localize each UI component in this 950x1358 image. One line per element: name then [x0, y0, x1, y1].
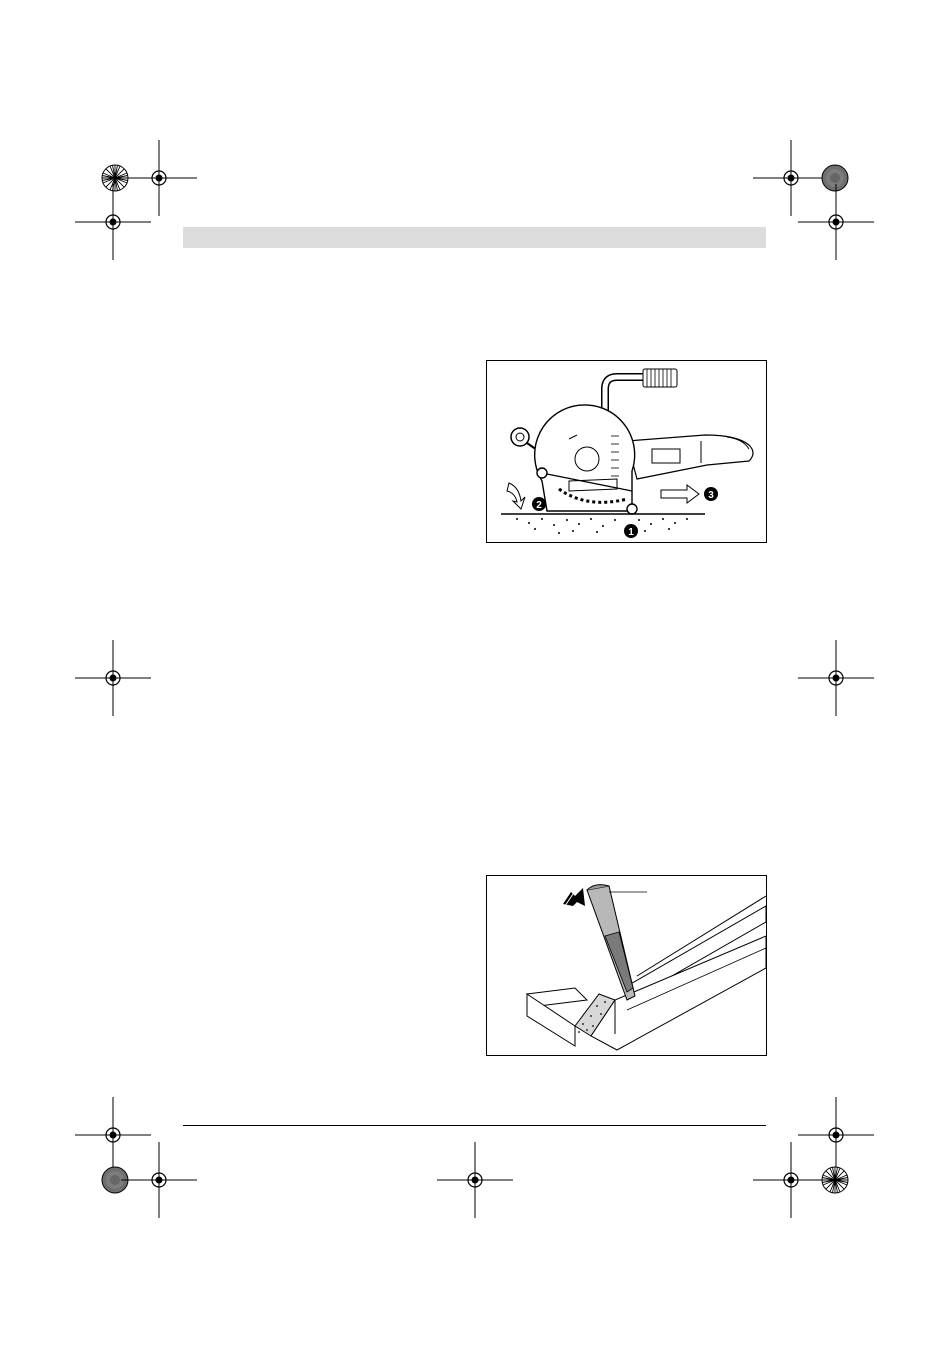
saw-cutting-figure — [486, 360, 767, 543]
grey-disc-registration-icon — [822, 165, 848, 191]
callout-1 — [624, 524, 638, 538]
crosshair-registration-icon — [75, 640, 151, 716]
crosshair-registration-icon — [121, 1142, 197, 1218]
spoke-wheel-registration-icon — [822, 1167, 848, 1193]
crosshair-registration-icon — [753, 140, 829, 216]
crosshair-registration-icon — [798, 1097, 874, 1173]
crosshair-registration-icon — [75, 1097, 151, 1173]
crosshair-registration-icon — [437, 1142, 513, 1218]
crosshair-registration-icon — [753, 1142, 829, 1218]
callout-2 — [532, 497, 546, 511]
svg-text:3: 3 — [708, 490, 714, 501]
crosshair-registration-icon — [121, 140, 197, 216]
header-bar — [183, 227, 766, 248]
svg-text:1: 1 — [628, 527, 634, 538]
callout-3 — [704, 487, 718, 501]
chisel-illustration — [487, 876, 766, 1055]
crosshair-registration-icon — [75, 184, 151, 260]
crosshair-registration-icon — [798, 184, 874, 260]
crosshair-registration-icon — [798, 640, 874, 716]
svg-text:2: 2 — [536, 500, 542, 511]
footer-rule — [183, 1125, 766, 1126]
saw-cutting-illustration — [487, 361, 766, 542]
chisel-figure — [486, 875, 767, 1056]
